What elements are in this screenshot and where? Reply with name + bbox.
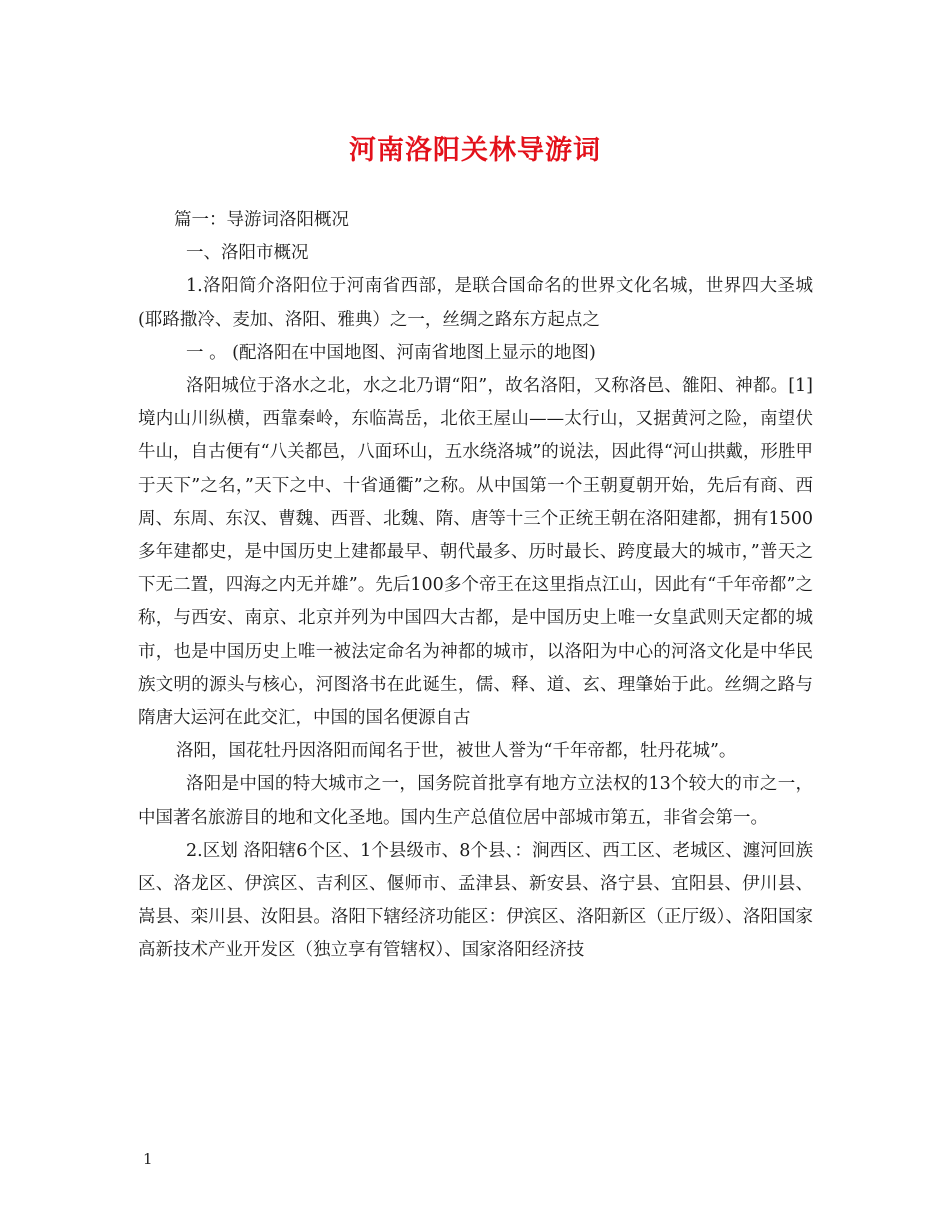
paragraph: 洛阳是中国的特大城市之一，国务院首批享有地方立法权的13个较大的市之一，中国著名旅游目的地和文化圣地。国内生产总值位居中部城市第五，非省会第一。 [138,774,813,828]
subsection-heading: 一、洛阳市概况 [186,243,309,264]
document-title: 河南洛阳关林导游词 [349,135,601,166]
section-heading: 篇一：导游词洛阳概况 [174,210,349,230]
paragraph: 1.洛阳简介洛阳位于河南省西部，是联合国命名的世界文化名城，世界四大圣城(耶路撒冷、麦加、洛阳、雅典）之一，丝绸之路东方起点之 [138,276,813,330]
page-number: 1 [143,1150,153,1168]
paragraph: 洛阳城位于洛水之北，水之北乃谓“阳”，故名洛阳，又称洛邑、雒阳、神都。[1]境内山川纵横，西靠秦岭，东临嵩岳，北依王屋山——太行山，又据黄河之险，南望伏牛山，自古便有“八关都邑，八面环山，五水绕洛城”的说法，因此得“河山拱戴，形胜甲于天下”之名，”天下之中、十省通衢”之称。从中国第一个王朝夏朝开始，先后有商、西周、东周、东汉、曹魏、西晋、北魏、隋、唐等十三个正统王朝在洛阳建都，拥有1500多年建都史，是中国历史上建都最早、朝代最多、历时最长、跨度最大的城市，”普天之下无二置，四海之内无并雄”。先后100多个帝王在这里指点江山，因此有“千年帝都”之称，与西安、南京、北京并列为中国四大古都，是中国历史上唯一女皇武则天定都的城市，也是中国历史上唯一被法定命名为神都的城市，以洛阳为中心的河洛文化是中华民族文明的源头与核心，河图洛书在此诞生，儒、释、道、玄、理肇始于此。丝绸之路与隋唐大运河在此交汇，中国的国名便源自古 [138,376,813,729]
paragraph: 洛阳，国花牡丹因洛阳而闻名于世，被世人誉为“千年帝都，牡丹花城”。 [176,741,737,762]
paragraph: 2.区划 洛阳辖6个区、1个县级市、8个县、：涧西区、西工区、老城区、瀍河回族区、洛龙区、伊滨区、吉利区、偃师市、孟津县、新安县、洛宁县、宜阳县、伊川县、嵩县、栾川县、汝阳县。洛阳下辖经济功能区：伊滨区、洛阳新区（正厅级）、洛阳国家高新技术产业开发区（独立享有管辖权）、国家洛阳经济技 [138,840,813,961]
document-body [138,204,813,968]
paragraph: 一 。 (配洛阳在中国地图、河南省地图上显示的地图) [186,342,596,363]
